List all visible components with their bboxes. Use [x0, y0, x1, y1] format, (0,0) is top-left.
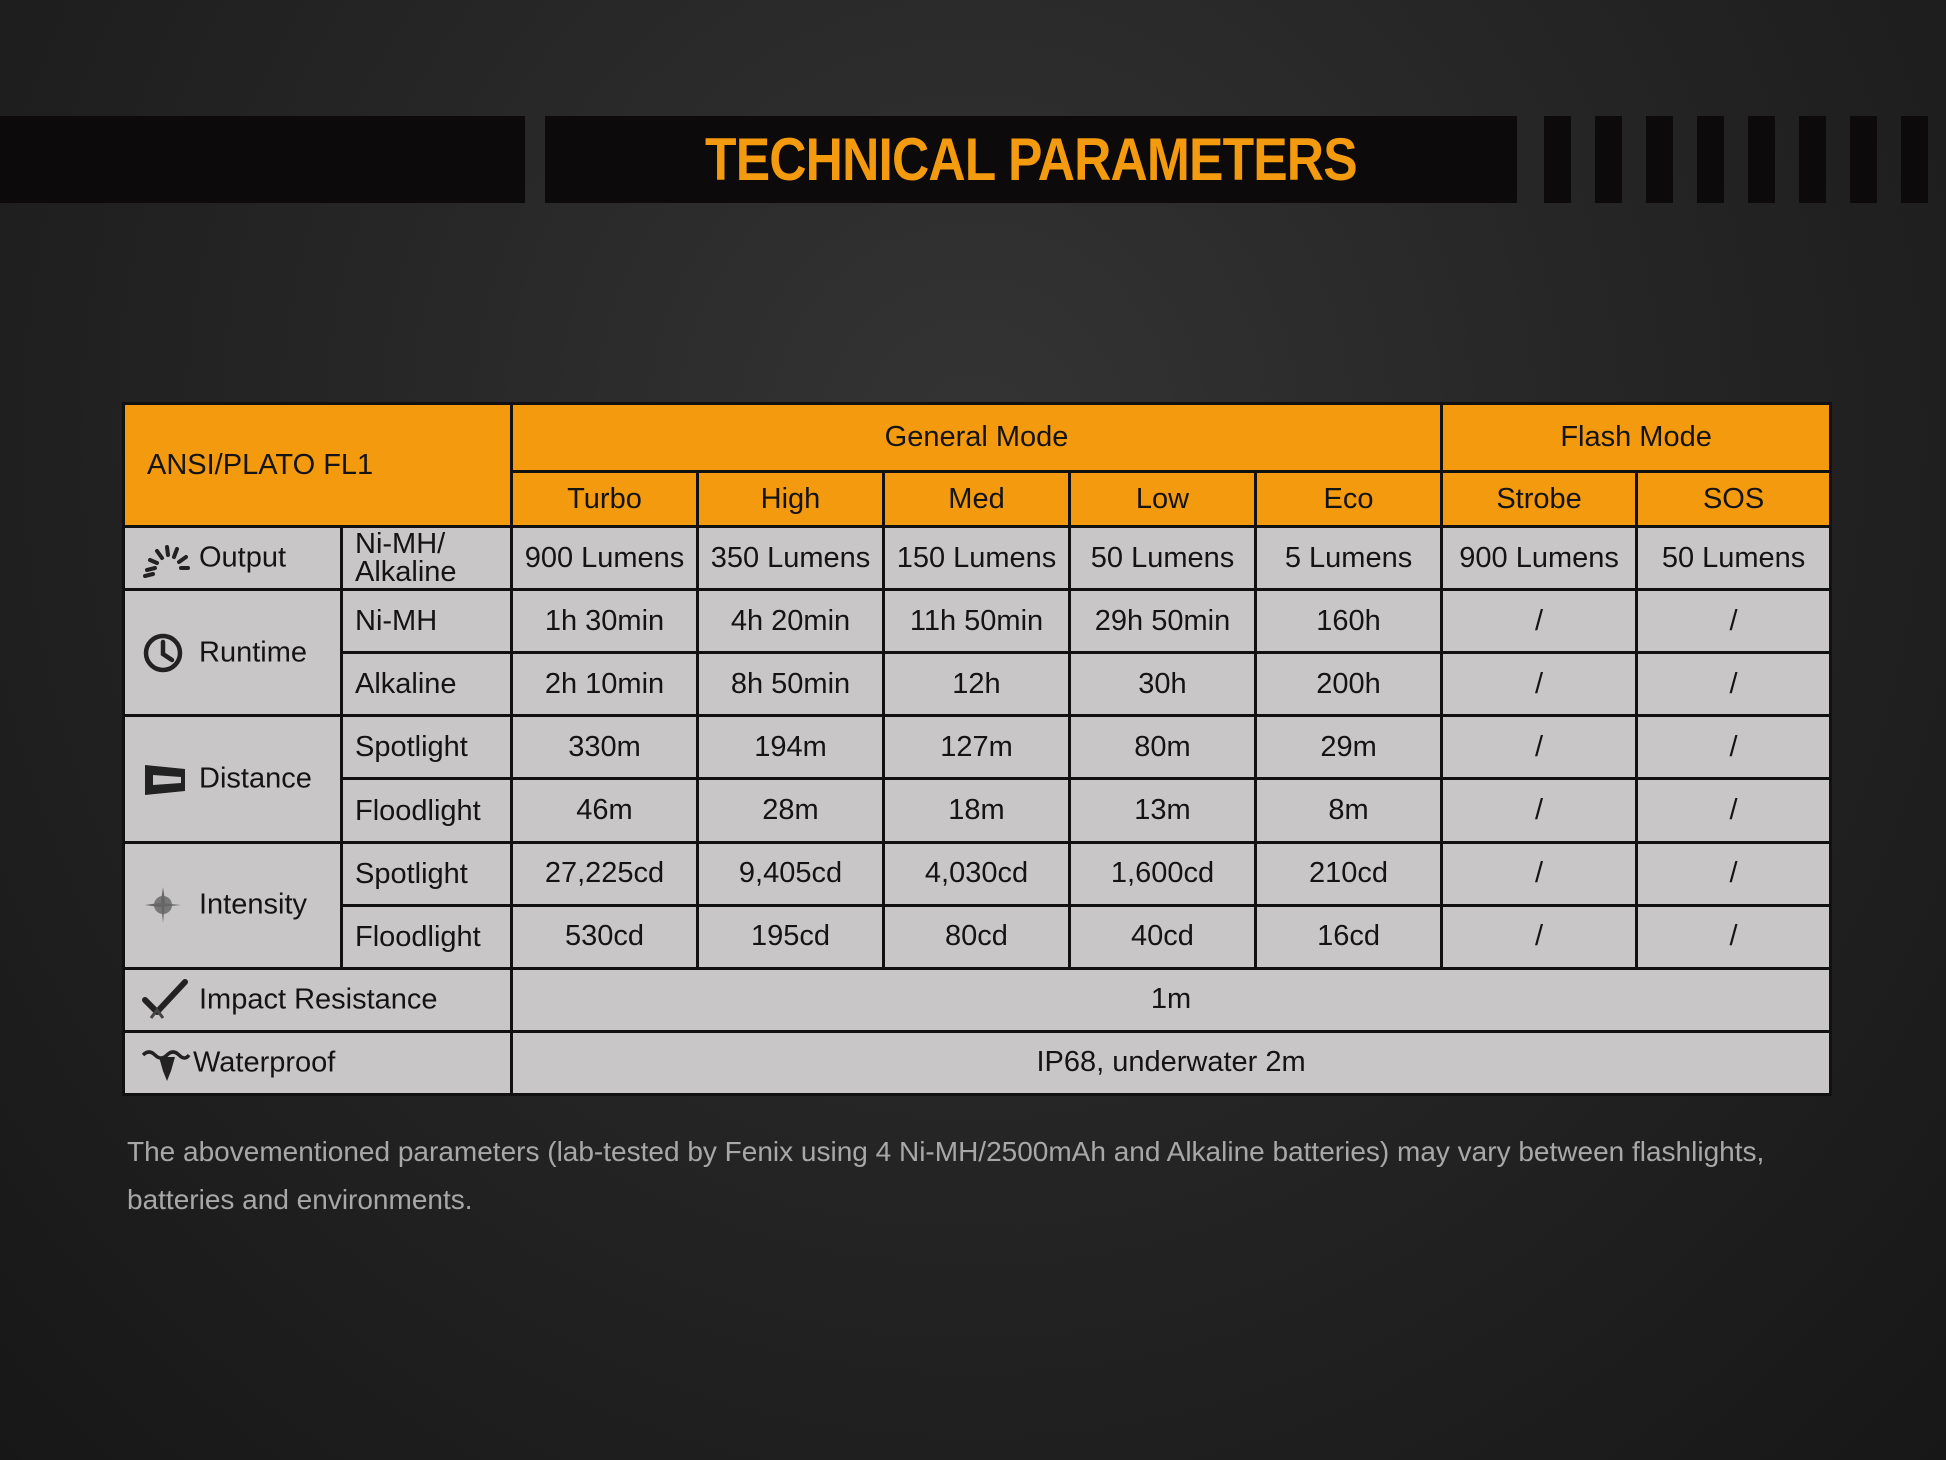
table-cell: 4h 20min	[698, 590, 884, 653]
beam-distance-icon	[141, 757, 191, 801]
table-row-intensity-flood	[124, 905, 1831, 968]
footnote: The abovementioned parameters (lab-tested by Fenix using 4 Ni-MH/2500mAh and Alkaline batteries) may vary between flashlights, batteries and environments.	[127, 1136, 1765, 1215]
intensity-sub-floodlight: Floodlight	[342, 905, 512, 968]
runtime-label: Runtime	[199, 636, 307, 669]
mode-strobe: Strobe	[1442, 472, 1637, 527]
table-cell: 900 Lumens	[512, 527, 698, 590]
table-cell: 16cd	[1256, 905, 1442, 968]
distance-sub-floodlight: Floodlight	[342, 779, 512, 842]
table-cell: 80m	[1070, 716, 1256, 779]
table-cell: 2h 10min	[512, 653, 698, 716]
banner-stripe	[1799, 116, 1826, 203]
table-cell: 1h 30min	[512, 590, 698, 653]
impact-label-cell	[124, 968, 512, 1031]
mode-med: Med	[884, 472, 1070, 527]
table-cell: /	[1442, 779, 1637, 842]
table-cell: 11h 50min	[884, 590, 1070, 653]
table-cell: /	[1637, 842, 1831, 905]
table-cell: 160h	[1256, 590, 1442, 653]
table-cell: 210cd	[1256, 842, 1442, 905]
table-cell: 150 Lumens	[884, 527, 1070, 590]
impact-label: Impact Resistance	[199, 983, 438, 1016]
table-cell: 350 Lumens	[698, 527, 884, 590]
runtime-sub-nimh: Ni-MH	[342, 590, 512, 653]
table-cell: 80cd	[884, 905, 1070, 968]
table-cell: /	[1442, 716, 1637, 779]
mode-sos: SOS	[1637, 472, 1831, 527]
ansi-header: ANSI/PLATO FL1	[124, 404, 512, 527]
table-cell: /	[1442, 905, 1637, 968]
waterproof-label: Waterproof	[193, 1046, 336, 1079]
table-cell: 18m	[884, 779, 1070, 842]
table-cell: 127m	[884, 716, 1070, 779]
banner-stripe	[1646, 116, 1673, 203]
output-label-cell	[124, 527, 342, 590]
banner-stripe	[1595, 116, 1622, 203]
clock-icon	[141, 631, 191, 675]
mode-eco: Eco	[1256, 472, 1442, 527]
table-cell: /	[1442, 842, 1637, 905]
table-cell: /	[1637, 590, 1831, 653]
table-row-distance-flood	[124, 779, 1831, 842]
table-cell: 8h 50min	[698, 653, 884, 716]
waterproof-label-cell	[124, 1031, 512, 1094]
table-cell: 5 Lumens	[1256, 527, 1442, 590]
impact-value: 1m	[512, 968, 1831, 1031]
table-cell: 30h	[1070, 653, 1256, 716]
intensity-sub-spotlight: Spotlight	[342, 842, 512, 905]
waterproof-value: IP68, underwater 2m	[512, 1031, 1831, 1094]
mode-turbo: Turbo	[512, 472, 698, 527]
output-battery: Ni-MH/ Alkaline	[342, 527, 512, 590]
table-cell: 50 Lumens	[1637, 527, 1831, 590]
runtime-label-cell	[124, 590, 342, 716]
table-cell: 330m	[512, 716, 698, 779]
table-cell: 27,225cd	[512, 842, 698, 905]
runtime-sub-alkaline: Alkaline	[342, 653, 512, 716]
banner-stripe	[1748, 116, 1775, 203]
intensity-label: Intensity	[199, 888, 307, 921]
table-cell: 40cd	[1070, 905, 1256, 968]
output-label: Output	[199, 541, 287, 574]
table-cell: 28m	[698, 779, 884, 842]
mode-low: Low	[1070, 472, 1256, 527]
table-cell: 8m	[1256, 779, 1442, 842]
title-banner	[545, 116, 1517, 203]
table-row-runtime-alkaline	[124, 653, 1831, 716]
banner-left-bar	[0, 116, 525, 203]
table-row-waterproof	[124, 1031, 1831, 1094]
table-cell: 530cd	[512, 905, 698, 968]
page-title: TECHNICAL PARAMETERS	[705, 126, 1357, 193]
table-cell: 900 Lumens	[1442, 527, 1637, 590]
header-row-groups	[124, 404, 1831, 472]
distance-label-cell	[124, 716, 342, 842]
table-cell: /	[1442, 653, 1637, 716]
table-cell: 29h 50min	[1070, 590, 1256, 653]
table-cell: 12h	[884, 653, 1070, 716]
table-cell: /	[1442, 590, 1637, 653]
table-cell: 46m	[512, 779, 698, 842]
table-cell: 4,030cd	[884, 842, 1070, 905]
general-mode-header: General Mode	[512, 404, 1442, 472]
spec-table	[122, 402, 1832, 1096]
table-cell: 13m	[1070, 779, 1256, 842]
intensity-star-icon	[141, 883, 191, 927]
banner-stripe	[1697, 116, 1724, 203]
intensity-label-cell	[124, 842, 342, 968]
impact-check-icon	[141, 978, 191, 1022]
table-cell: 1,600cd	[1070, 842, 1256, 905]
table-cell: /	[1637, 905, 1831, 968]
water-drop-icon	[141, 1041, 191, 1085]
table-cell: 200h	[1256, 653, 1442, 716]
banner-stripe	[1850, 116, 1877, 203]
table-cell: 50 Lumens	[1070, 527, 1256, 590]
table-row-intensity-spot	[124, 842, 1831, 905]
banner-stripe	[1544, 116, 1571, 203]
table-cell: /	[1637, 779, 1831, 842]
table-cell: 29m	[1256, 716, 1442, 779]
table-cell: 9,405cd	[698, 842, 884, 905]
table-cell: 195cd	[698, 905, 884, 968]
flash-mode-header: Flash Mode	[1442, 404, 1831, 472]
distance-sub-spotlight: Spotlight	[342, 716, 512, 779]
distance-label: Distance	[199, 762, 312, 795]
table-row-output	[124, 527, 1831, 590]
banner-stripe	[1901, 116, 1928, 203]
table-cell: 194m	[698, 716, 884, 779]
mode-high: High	[698, 472, 884, 527]
table-row-impact	[124, 968, 1831, 1031]
table-cell: /	[1637, 653, 1831, 716]
table-cell: /	[1637, 716, 1831, 779]
light-rays-icon	[141, 536, 191, 580]
table-row-distance-spot	[124, 716, 1831, 779]
table-row-runtime-nimh	[124, 590, 1831, 653]
